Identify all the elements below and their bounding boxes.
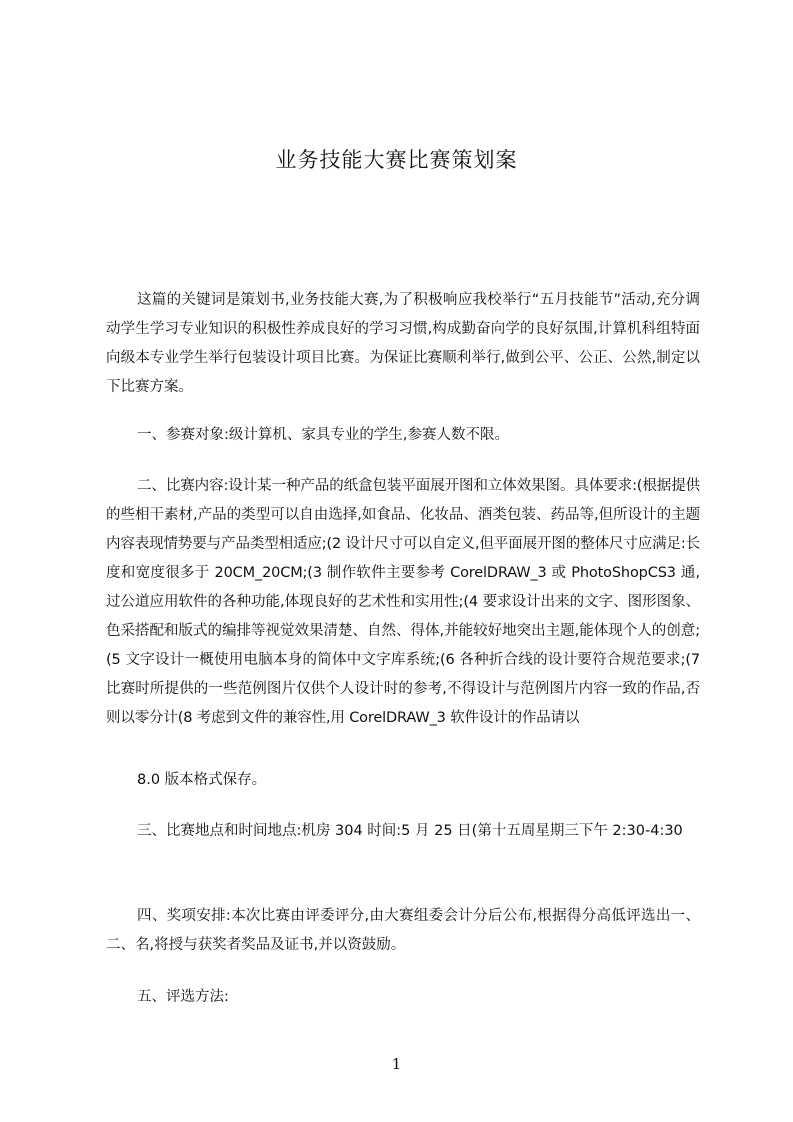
section-participants: 一、参赛对象:级计算机、家具专业的学生,参赛人数不限。 bbox=[137, 427, 509, 443]
section-content-continued: 8.0 版本格式保存。 bbox=[137, 772, 267, 788]
intro-paragraph: 这篇的关键词是策划书,业务技能大赛,为了积极响应我校举行“五月技能节”活动,充分调动学生学习专业知识的积极性养成良好的学习习惯,构成勤奋向学的良好氛围,计算机科组特面向级本专业学生举行包装设计项目比赛。为保证比赛顺利举行,做到公平、公正、公然,制定以下比赛方案。 bbox=[106, 292, 700, 395]
page-number: 1 bbox=[391, 1055, 402, 1073]
section-awards: 四、奖项安排:本次比赛由评委评分,由大赛组委会计分后公布,根据得分高低评选出一、二、名,将授与获奖者奖品及证书,并以资鼓励。 bbox=[106, 908, 700, 953]
section-content: 二、比赛内容:设计某一种产品的纸盒包装平面展开图和立体效果图。具体要求:(根据提供的些相干素材,产品的类型可以自由选择,如食品、化妆品、酒类包装、药品等,但所设计的主题内容表现情势要与产品类型相适应;(2 设计尺寸可以自定义,但平面展开图的整体尺寸应满足:长度和宽度很多于 20CM_20CM;(3 制作软件主要参考 CorelDRAW_3 或 PhotoShopCS3 通,过公道应用软件的各种功能,体现良好的艺术性和实用性;(4 要求设计出来的文字、图形图象、色采搭配和版式的编排等视觉效果清楚、自然、得体,并能较好地突出主题,能体现个人的创意;(5 文字设计一概使用电脑本身的简体中文字库系统;(6 各种折合线的设计要符合规范要求;(7 比赛时所提供的一些范例图片仅供个人设计时的参考,不得设计与范例图片内容一致的作品,否则以零分计(8 考虑到文件的兼容性,用 CorelDRAW_3 软件设计的作品请以 bbox=[106, 478, 700, 726]
section-evaluation: 五、评选方法: bbox=[137, 989, 229, 1005]
section-location-time: 三、比赛地点和时间地点:机房 304 时间:5 月 25 日(第十五周星期三下午 2:30-4:30 bbox=[137, 823, 683, 839]
document-title: 业务技能大赛比赛策划案 bbox=[275, 148, 518, 172]
